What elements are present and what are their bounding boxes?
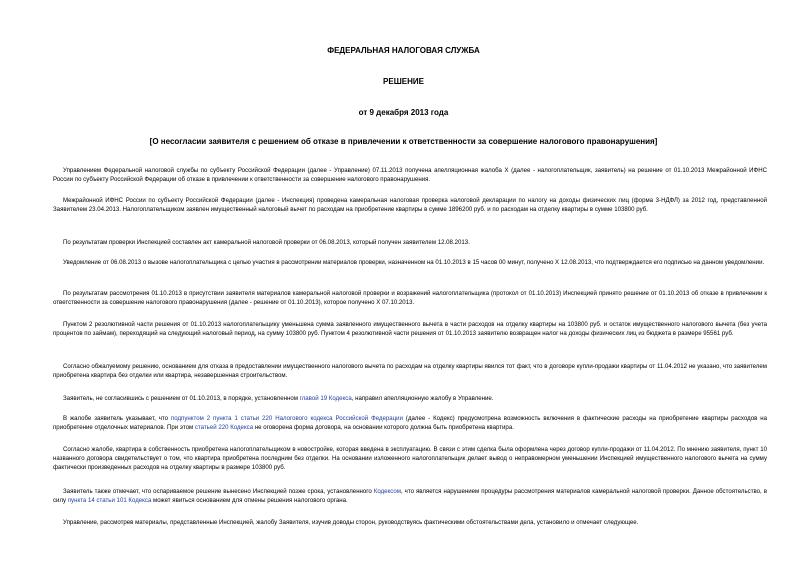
link-code[interactable]: Кодексом bbox=[373, 488, 401, 495]
link-chapter-19[interactable]: главой 19 Кодекса bbox=[299, 395, 352, 402]
paragraph-3: По результатам проверки Инспекцией составлен акт камеральной налоговой проверки от 06.08.2013, который получен заявителем 12.08.2013. bbox=[63, 239, 470, 246]
document-date: от 9 декабря 2013 года bbox=[358, 108, 449, 117]
p11-text-start: Заявитель также отмечает, что оспариваемое решение вынесено Инспекцией позже срока, установленного bbox=[63, 488, 374, 495]
paragraph-8 bbox=[53, 394, 767, 403]
p11-text-mid: , что является нарушением процедуры рассмотрения материалов камеральной налоговой проверки. Данное обстоятельство, в силу bbox=[53, 488, 767, 504]
p8-text-start: Заявитель, не согласившись с решением от 01.10.2013, в порядке, установленном bbox=[63, 395, 300, 402]
paragraph-12: Управление, рассмотрев материалы, представленные Инспекцией, жалобу Заявителя, изучив доводы сторон, руководствуясь фактическими обстоятельствами дела, установило и отмечает следующее. bbox=[63, 519, 639, 526]
paragraph-11 bbox=[53, 487, 767, 505]
paragraph-9 bbox=[53, 414, 767, 432]
p9-text-mid: (далее - Кодекс) предусмотрена возможность включения в фактические расходы на приобретение квартиры расходов на приобретение отделочных материалов. При этом bbox=[53, 415, 768, 431]
document-type: РЕШЕНИЕ bbox=[383, 77, 424, 86]
link-article-220[interactable]: статьей 220 Кодекса bbox=[194, 424, 254, 431]
paragraph-4: Уведомление от 06.08.2013 о вызове налогоплательщика с целью участия в рассмотрении материалов проверки, назначенном на 01.10.2013 в 15 часов 00 минут, получено Х 12.08.2013, что подтверждается его подписью на данном уведомлении. bbox=[63, 259, 765, 266]
p9-text-start: В жалобе заявитель указывает, что bbox=[63, 415, 171, 422]
p9-text-end: не оговорена форма договора, на основании которого должна быть приобретена квартира. bbox=[253, 424, 514, 431]
p11-text-end: может явиться основанием для отмены решения налогового органа. bbox=[151, 497, 348, 504]
paragraph-10: Согласно жалобе, квартира в собственность приобретена налогоплательщиком в новостройке, которая введена в эксплуатацию. В связи с этим сделка была оформлена через договор купли-продажи от 11.04.2012. По мнению заявителя, пункт 10 названного договора свидетельствует о том, что квартира приобретена последним без отделки. На основании изложенного налогоплательщик делает вывод о неправомерном уменьшении Инспекцией имущественного налогового вычета на сумму фактически произведенных расходов на отделку квартиры в размере 103800 руб. bbox=[53, 446, 767, 471]
paragraph-7: Согласно обжалуемому решению, основанием для отказа в предоставлении имущественного налогового вычета по расходам на отделку квартиры явился тот факт, что в договоре купли-продажи квартиры от 11.04.2012 не указано, что заявителем приобретена квартира без отделки или квартира, незавершенная строительством. bbox=[53, 363, 767, 379]
link-article-101-p14[interactable]: пункта 14 статьи 101 Кодекса bbox=[67, 497, 152, 504]
paragraph-1: Управлением Федеральной налоговой службы по субъекту Российской Федерации (далее - Управление) 07.11.2013 получена апелляционная жалоба Х (далее - налогоплательщик, заявитель) на решение от 01.10.2013 Межрайонной ИФНС России по субъекту Российской Федерации об отказе в привлечении к ответственности за совершение налогового правонарушения. bbox=[53, 167, 767, 183]
document-subject: [О несогласии заявителя с решением об отказе в привлечении к ответственности за совершение налогового правонарушения] bbox=[149, 137, 658, 146]
agency-title: ФЕДЕРАЛЬНАЯ НАЛОГОВАЯ СЛУЖБА bbox=[327, 46, 480, 55]
p8-text-end: , направил апелляционную жалобу в Управление. bbox=[351, 395, 494, 402]
paragraph-6: Пунктом 2 резолютивной части решения от 01.10.2013 налогоплательщику уменьшена сумма заявленного имущественного вычета в части расходов на отделку квартиры на 103800 руб. и остаток имущественного налогового вычета (без учета процентов по займам), переходящий на следующий налоговый период, на сумму 103800 руб. Пунктом 4 резолютивной части решения от 01.10.2013 заявителю возвращен налог на доходы физических лиц из бюджета в размере 95561 руб. bbox=[53, 321, 767, 337]
paragraph-2: Межрайонной ИФНС России по субъекту Российской Федерации (далее - Инспекция) проведена камеральная налоговая проверка налоговой декларации по налогу на доходы физических лиц (форма 3-НДФЛ) за 2012 год, представленной Заявителем 23.04.2013. Налогоплательщиком заявлен имущественный налоговый вычет по расходам на приобретение квартиры в сумме 1896200 руб. и по расходам на отделку квартиры в сумме 103800 руб. bbox=[53, 197, 767, 213]
paragraph-5: По результатам рассмотрения 01.10.2013 в присутствии заявителя материалов камеральной налоговой проверки и возражений налогоплательщика (протокол от 01.10.2013) Инспекцией принято решение от 01.10.2013 об отказе в привлечении к ответственности за совершение налогового правонарушения (далее - решение от 01.10.2013), которое получено Х 07.10.2013. bbox=[53, 290, 767, 306]
link-article-220-sub2-p1[interactable]: подпунктом 2 пункта 1 статьи 220 Налогового кодекса Российской Федерации bbox=[170, 415, 403, 422]
